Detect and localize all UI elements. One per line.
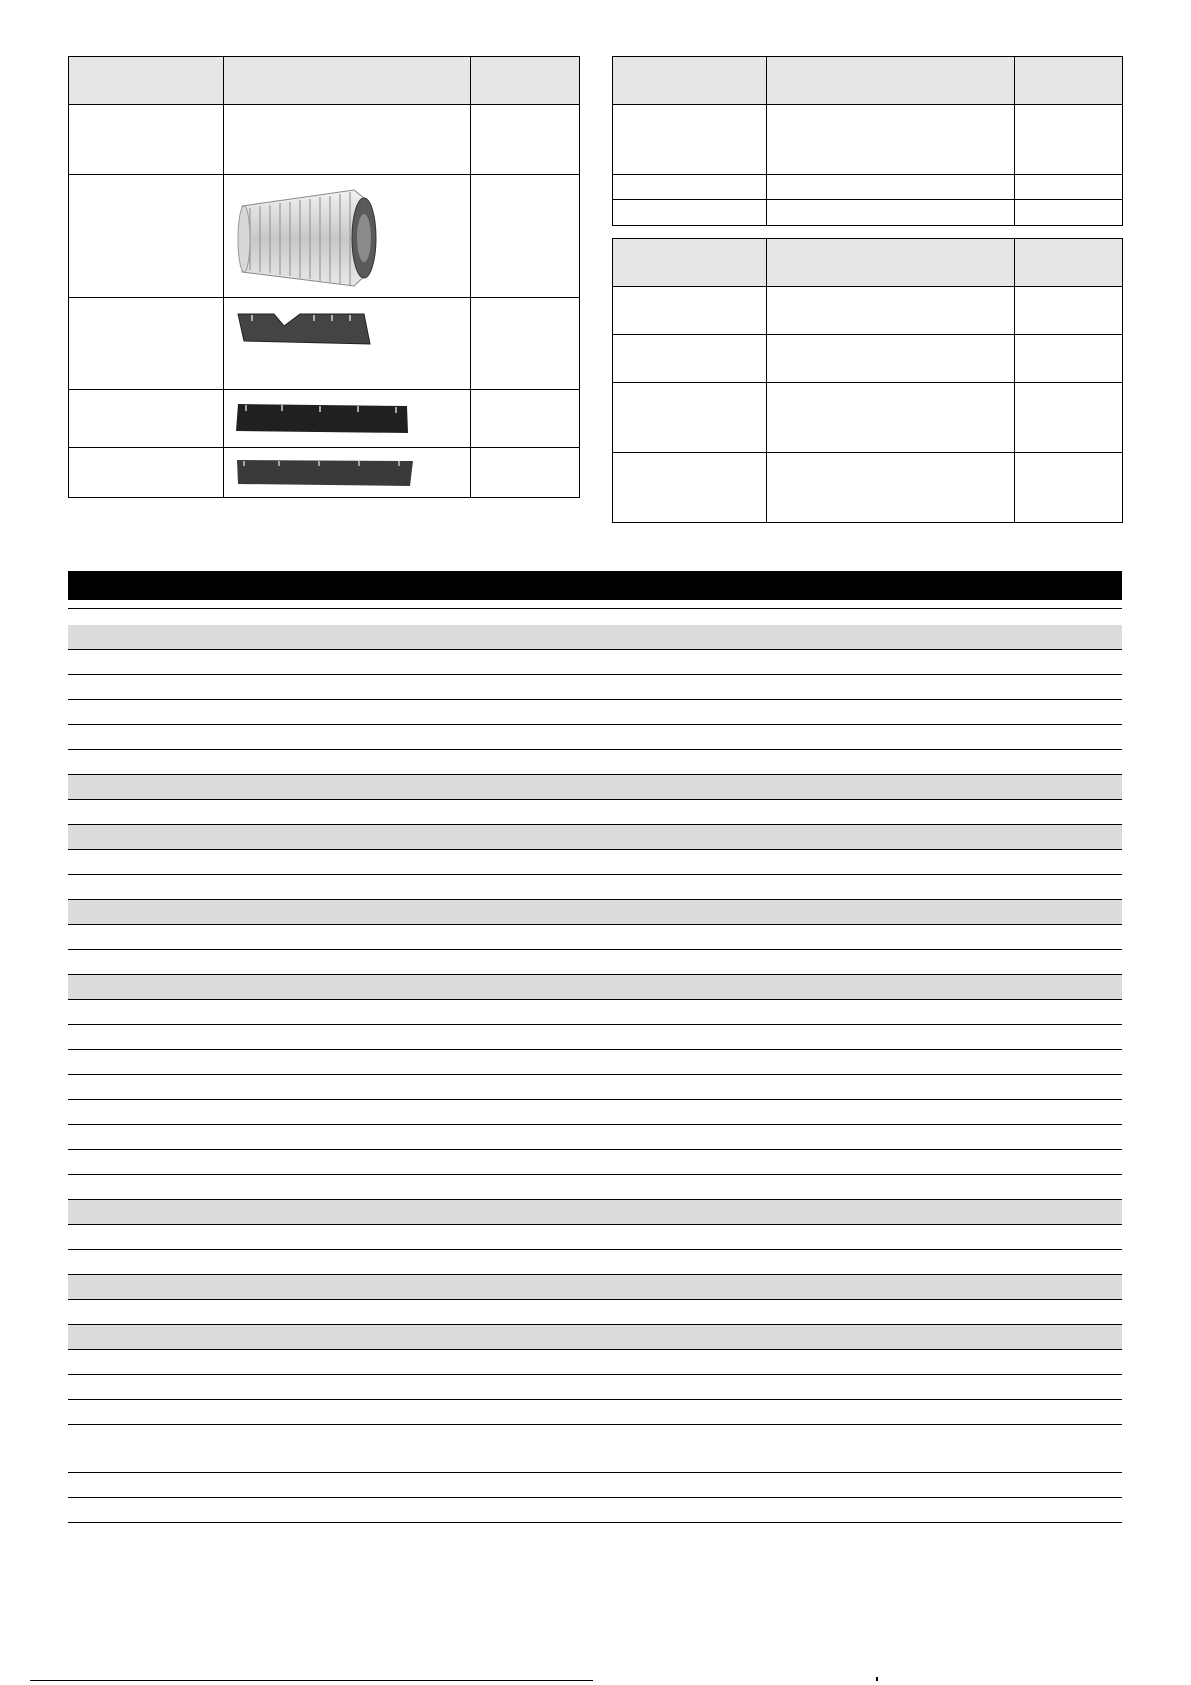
section-row	[68, 825, 1122, 850]
header-cell	[613, 239, 767, 287]
table-cell	[224, 175, 471, 298]
table-cell	[1015, 453, 1123, 523]
table-cell	[69, 390, 224, 448]
table-row	[69, 298, 580, 390]
table-row	[613, 383, 1123, 453]
side-squeegee-blade-image	[224, 299, 471, 389]
section-row	[68, 975, 1122, 1000]
table-cell	[767, 105, 1015, 175]
table-row	[68, 700, 1122, 725]
table-row	[68, 1400, 1122, 1425]
table-row	[69, 175, 580, 298]
table-cell	[69, 175, 224, 298]
table-row	[613, 335, 1123, 383]
table-row	[68, 1000, 1122, 1025]
table-row	[613, 453, 1123, 523]
section-row	[68, 1200, 1122, 1225]
table-row	[613, 287, 1123, 335]
table-cell	[613, 175, 767, 200]
table-cell	[613, 287, 767, 335]
table-cell	[613, 453, 767, 523]
section-row	[68, 900, 1122, 925]
table-cell	[1015, 200, 1123, 226]
header-cell	[224, 57, 471, 105]
table-cell	[224, 390, 471, 448]
options-a-header-row	[613, 57, 1123, 105]
table-cell	[471, 175, 580, 298]
technical-data-table	[68, 571, 1122, 1523]
squeegee-blade-image	[224, 449, 471, 497]
table-row	[68, 1300, 1122, 1325]
roller-brush-image	[224, 176, 471, 297]
table-row	[69, 105, 580, 175]
header-cell	[613, 57, 767, 105]
table-cell	[613, 200, 767, 226]
table-row	[68, 800, 1122, 825]
accessories-header-row	[69, 57, 580, 105]
table-cell	[471, 390, 580, 448]
table-row	[68, 675, 1122, 700]
table-cell	[69, 298, 224, 390]
table-cell	[767, 453, 1015, 523]
table-cell	[613, 105, 767, 175]
table-row	[613, 105, 1123, 175]
table-row	[68, 1100, 1122, 1125]
spacer	[68, 609, 1122, 625]
table-row	[613, 200, 1123, 226]
footer-rule	[30, 1680, 593, 1681]
table-cell	[69, 448, 224, 498]
table-row	[68, 875, 1122, 900]
table-cell	[224, 105, 471, 175]
section-row	[68, 625, 1122, 650]
table-cell	[1015, 175, 1123, 200]
header-cell	[767, 57, 1015, 105]
accessories-table	[68, 56, 580, 498]
table-row	[68, 1498, 1122, 1523]
table-row	[68, 1425, 1122, 1473]
table-cell	[224, 298, 471, 390]
table-cell	[613, 335, 767, 383]
table-row	[68, 925, 1122, 950]
table-row	[68, 1350, 1122, 1375]
table-row	[68, 1075, 1122, 1100]
table-cell	[471, 448, 580, 498]
table-cell	[1015, 335, 1123, 383]
table-row	[68, 1375, 1122, 1400]
table-row	[68, 850, 1122, 875]
section-row	[68, 1325, 1122, 1350]
table-row	[68, 1225, 1122, 1250]
options-b-header-row	[613, 239, 1123, 287]
options-table-b	[612, 238, 1123, 523]
table-row	[68, 1473, 1122, 1498]
table-row	[68, 1125, 1122, 1150]
table-row	[68, 1250, 1122, 1275]
header-cell	[69, 57, 224, 105]
header-cell	[471, 57, 580, 105]
table-row	[69, 390, 580, 448]
header-cell	[1015, 239, 1123, 287]
table-cell	[224, 448, 471, 498]
table-row	[68, 600, 1122, 609]
table-row	[68, 725, 1122, 750]
table-row	[68, 1150, 1122, 1175]
section-row	[68, 1275, 1122, 1300]
table-cell	[767, 383, 1015, 453]
table-cell	[767, 287, 1015, 335]
table-cell	[1015, 105, 1123, 175]
table-cell	[1015, 383, 1123, 453]
table-row	[68, 650, 1122, 675]
options-table-a	[612, 56, 1123, 226]
table-cell	[767, 175, 1015, 200]
table-cell	[471, 105, 580, 175]
table-cell	[1015, 287, 1123, 335]
header-cell	[767, 239, 1015, 287]
technical-data-title	[68, 571, 1122, 600]
table-row	[68, 1050, 1122, 1075]
table-cell	[613, 383, 767, 453]
squeegee-blade-image	[224, 391, 471, 447]
table-cell	[69, 105, 224, 175]
table-row	[68, 950, 1122, 975]
table-cell	[471, 298, 580, 390]
table-row	[69, 448, 580, 498]
table-row	[68, 1175, 1122, 1200]
table-cell	[767, 200, 1015, 226]
table-row	[613, 175, 1123, 200]
header-cell	[1015, 57, 1123, 105]
table-cell	[767, 335, 1015, 383]
table-row	[68, 1025, 1122, 1050]
footer-mark	[876, 1677, 878, 1681]
table-row	[68, 750, 1122, 775]
section-row	[68, 775, 1122, 800]
